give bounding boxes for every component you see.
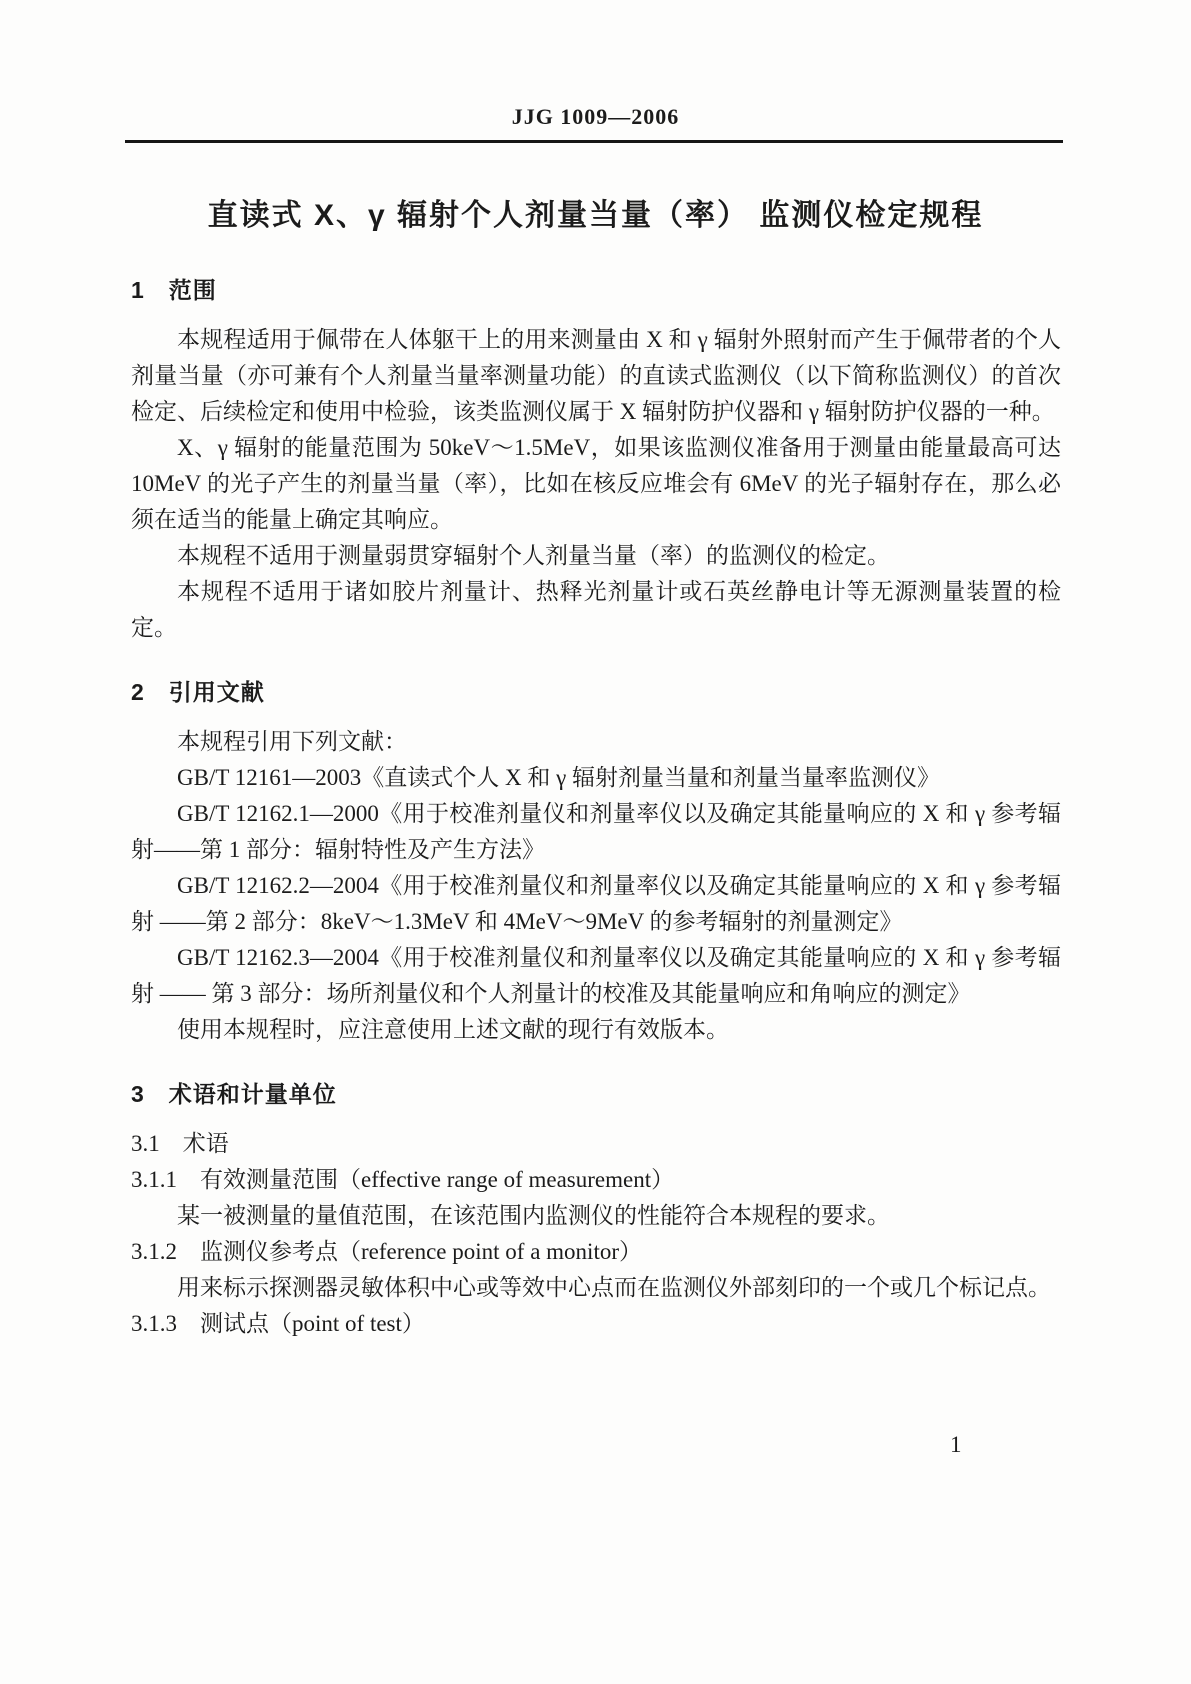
reference-item-1: GB/T 12161—2003《直读式个人 X 和 γ 辐射剂量当量和剂量当量率监测仪》 (177, 765, 940, 790)
section-2-closing: 使用本规程时，应注意使用上述文献的现行有效版本。 (177, 1017, 729, 1042)
section-1-paragraph-3: 本规程不适用于测量弱贯穿辐射个人剂量当量（率）的监测仪的检定。 (177, 543, 890, 568)
reference-item-3: GB/T 12162.2—2004《用于校准剂量仪和剂量率仪以及确定其能量响应的 X 和 γ 参考辐射 ——第 2 部分：8keV～1.3MeV 和 4MeV～9MeV 的参考辐射的剂量测定》 (131, 873, 1061, 934)
header-rule (125, 140, 1063, 143)
section-3-heading: 3 术语和计量单位 (131, 1081, 337, 1107)
reference-item-2: GB/T 12162.1—2000《用于校准剂量仪和剂量率仪以及确定其能量响应的 X 和 γ 参考辐射——第 1 部分：辐射特性及产生方法》 (131, 801, 1061, 862)
page-number: 1 (950, 1432, 962, 1457)
subsection-heading-3-1: 3.1 术语 (131, 1131, 229, 1156)
subsection-heading-3-1-3: 3.1.3 测试点（point of test） (131, 1311, 425, 1336)
subsection-heading-3-1-2: 3.1.2 监测仪参考点（reference point of a monitor） (131, 1239, 642, 1264)
document-body (131, 272, 1061, 1342)
section-1-paragraph-4: 本规程不适用于诸如胶片剂量计、热释光剂量计或石英丝静电计等无源测量装置的检定。 (131, 579, 1061, 640)
section-2-intro: 本规程引用下列文献： (177, 729, 407, 754)
section-2-heading: 2 引用文献 (131, 679, 265, 705)
subsection-3-1-2-definition: 用来标示探测器灵敏体积中心或等效中心点而在监测仪外部刻印的一个或几个标记点。 (177, 1275, 1051, 1300)
section-1-paragraph-1: 本规程适用于佩带在人体躯干上的用来测量由 X 和 γ 辐射外照射而产生于佩带者的个人剂量当量（亦可兼有个人剂量当量率测量功能）的直读式监测仪（以下简称监测仪）的首次检定、后续检定和使用中检验，该类监测仪属于 X 辐射防护仪器和 γ 辐射防护仪器的一种。 (131, 327, 1061, 424)
section-1-heading: 1 范围 (131, 277, 217, 303)
document-title: 直读式 X、γ 辐射个人剂量当量（率） 监测仪检定规程 (207, 199, 984, 232)
doc-number: JJG 1009—2006 (511, 104, 680, 129)
section-1-paragraph-2: X、γ 辐射的能量范围为 50keV～1.5MeV，如果该监测仪准备用于测量由能量最高可达 10MeV 的光子产生的剂量当量（率），比如在核反应堆会有 6MeV 的光子辐射存在，那么必须在适当的能量上确定其响应。 (131, 435, 1061, 532)
subsection-heading-3-1-1: 3.1.1 有效测量范围（effective range of measurement） (131, 1167, 675, 1192)
subsection-3-1-1-definition: 某一被测量的量值范围，在该范围内监测仪的性能符合本规程的要求。 (177, 1203, 890, 1228)
reference-item-4: GB/T 12162.3—2004《用于校准剂量仪和剂量率仪以及确定其能量响应的 X 和 γ 参考辐射 —— 第 3 部分：场所剂量仪和个人剂量计的校准及其能量响应和角响应的测定》 (131, 945, 1061, 1006)
